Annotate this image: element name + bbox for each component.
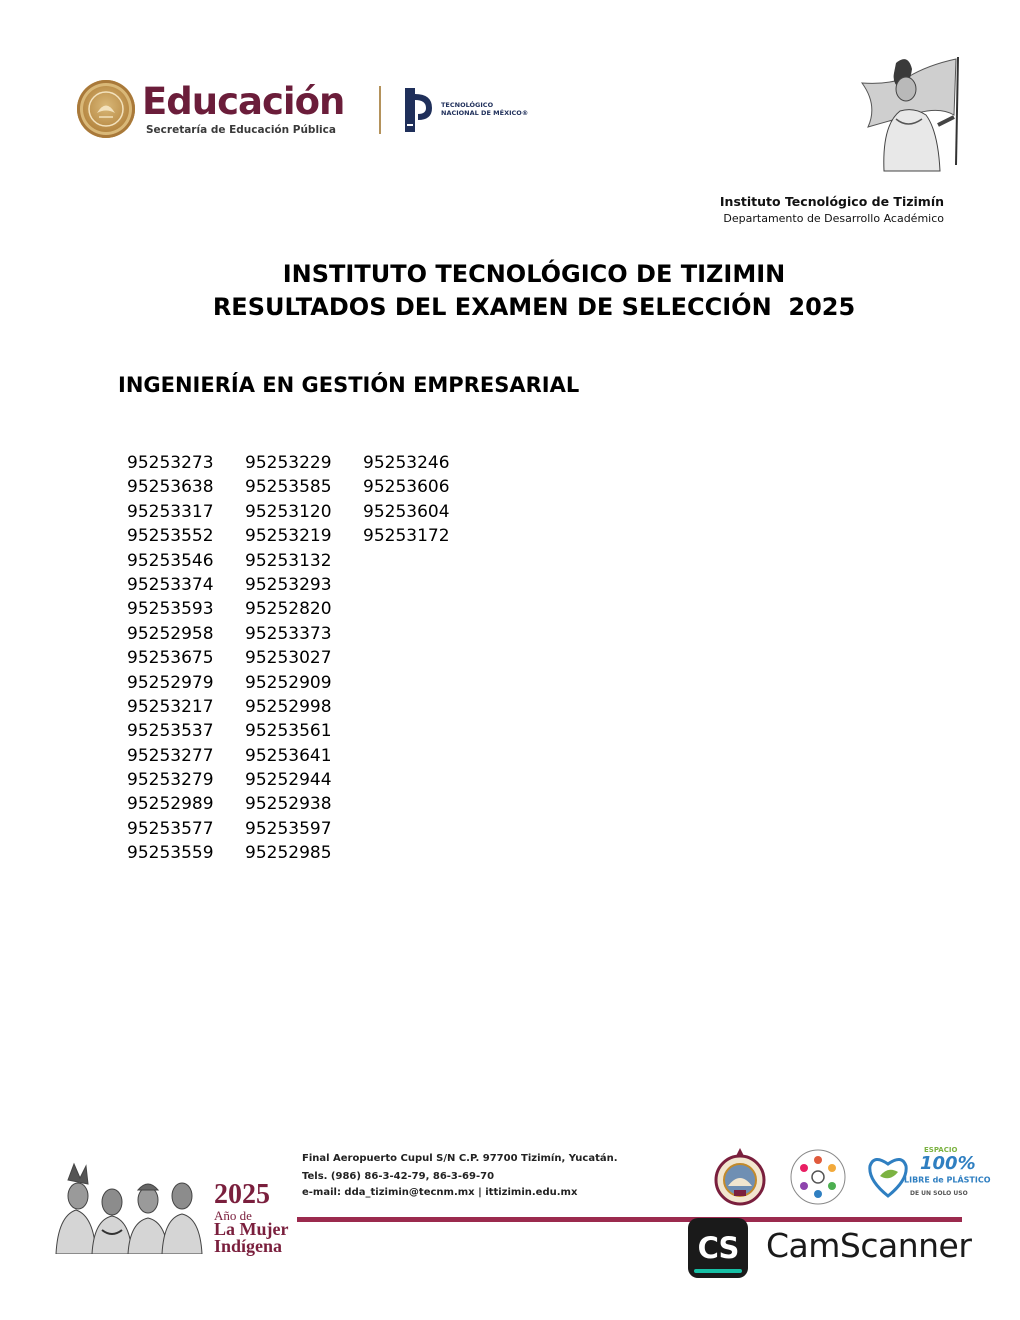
year-2025-label: 2025 <box>214 1179 270 1210</box>
tecnm-logo-text: TECNOLÓGICO NACIONAL DE MÉXICO® <box>441 101 529 117</box>
folio-number: 95253552 <box>127 526 214 547</box>
folio-number: 95253273 <box>127 453 214 473</box>
career-title: INGENIERÍA EN GESTIÓN EMPRESARIAL <box>118 373 580 397</box>
folio-number: 95253561 <box>245 721 332 742</box>
folio-number: 95253277 <box>127 745 214 766</box>
camscanner-watermark: CamScanner <box>766 1226 972 1265</box>
year-motto-line-1: Año de <box>214 1208 252 1223</box>
folio-number: 95253577 <box>127 818 214 839</box>
folio-number: 95253597 <box>245 818 332 839</box>
sep-subtitle: Secretaría de Educación Pública <box>146 124 336 136</box>
folio-number: 95253374 <box>127 574 214 595</box>
folio-number: 95252820 <box>245 599 332 620</box>
folio-number: 95252958 <box>127 623 214 644</box>
header-divider <box>379 86 381 134</box>
title-line-2: RESULTADOS DEL EXAMEN DE SELECCIÓN 2025 <box>212 293 856 321</box>
heart-leaf-icon <box>866 1150 910 1200</box>
folio-number: 95253279 <box>127 770 214 791</box>
folio-number: 95252998 <box>245 696 332 717</box>
footer-divider-line <box>297 1217 962 1222</box>
folio-number: 95253559 <box>127 843 214 864</box>
plastic-solo-uso: DE UN SOLO USO <box>910 1190 968 1197</box>
folio-number: 95253585 <box>245 477 332 498</box>
folio-column-1 <box>127 451 214 866</box>
folio-number: 95252909 <box>245 672 332 693</box>
folio-number: 95253132 <box>245 550 332 571</box>
folio-number: 95253229 <box>245 453 332 473</box>
folio-number: 95253638 <box>127 477 214 498</box>
folio-number: 95253317 <box>127 501 214 522</box>
folio-number: 95253537 <box>127 721 214 742</box>
plastic-free-logo <box>866 1146 991 1204</box>
folio-number: 95253027 <box>245 648 332 669</box>
folio-number: 95253675 <box>127 648 214 669</box>
year-motto-line-2: La Mujer <box>214 1219 289 1239</box>
mexico-seal-logo <box>77 80 135 138</box>
folio-number: 95253219 <box>245 526 332 547</box>
year-motto-line-3: Indígena <box>214 1236 283 1256</box>
folio-column-2 <box>245 451 332 866</box>
folio-number: 95253604 <box>363 501 450 522</box>
folio-number: 95252989 <box>127 794 214 815</box>
indigenous-women-illustration <box>54 1160 204 1254</box>
folio-number: 95252944 <box>245 770 332 791</box>
folio-number: 95253373 <box>245 623 332 644</box>
footer-email-web: e-mail: dda_tizimin@tecnm.mx | ittizimin.edu.mx <box>302 1187 578 1198</box>
plastic-libre: LIBRE de PLÁSTICO <box>904 1176 991 1185</box>
gender-equality-norm-icon <box>788 1146 848 1208</box>
plastic-percent: 100% <box>920 1153 976 1174</box>
tecnm-logo-icon <box>402 86 438 134</box>
folio-number: 95253593 <box>127 599 214 620</box>
folio-number: 95253120 <box>245 501 332 522</box>
folio-number: 95252938 <box>245 794 332 815</box>
folio-number: 95253172 <box>363 526 450 547</box>
folio-number: 95253217 <box>127 696 214 717</box>
plastic-espacio: ESPACIO <box>924 1146 958 1154</box>
footer-address: Final Aeropuerto Cupul S/N C.P. 97700 Tizimín, Yucatán. <box>302 1153 618 1164</box>
department-name: Departamento de Desarrollo Académico <box>723 212 944 225</box>
folio-number: 95253246 <box>363 453 450 473</box>
folio-number: 95253606 <box>363 477 450 498</box>
folio-number: 95253641 <box>245 745 332 766</box>
folio-number: 95252985 <box>245 843 332 864</box>
educacion-logo-title: Educación <box>142 80 345 123</box>
folio-column-3 <box>363 451 450 549</box>
folio-number: 95252979 <box>127 672 214 693</box>
footer-phones: Tels. (986) 86-3-42-79, 86-3-69-70 <box>302 1171 495 1182</box>
institute-name: Instituto Tecnológico de Tizimín <box>719 194 944 209</box>
title-line-1: INSTITUTO TECNOLÓGICO DE TIZIMIN <box>282 260 786 288</box>
camscanner-badge-icon: CS <box>688 1218 748 1278</box>
folio-number: 95253546 <box>127 550 214 571</box>
document-title <box>0 258 1020 324</box>
woman-with-flag-illustration <box>848 55 960 173</box>
folio-number: 95253293 <box>245 574 332 595</box>
institute-shield-icon <box>710 1146 770 1208</box>
